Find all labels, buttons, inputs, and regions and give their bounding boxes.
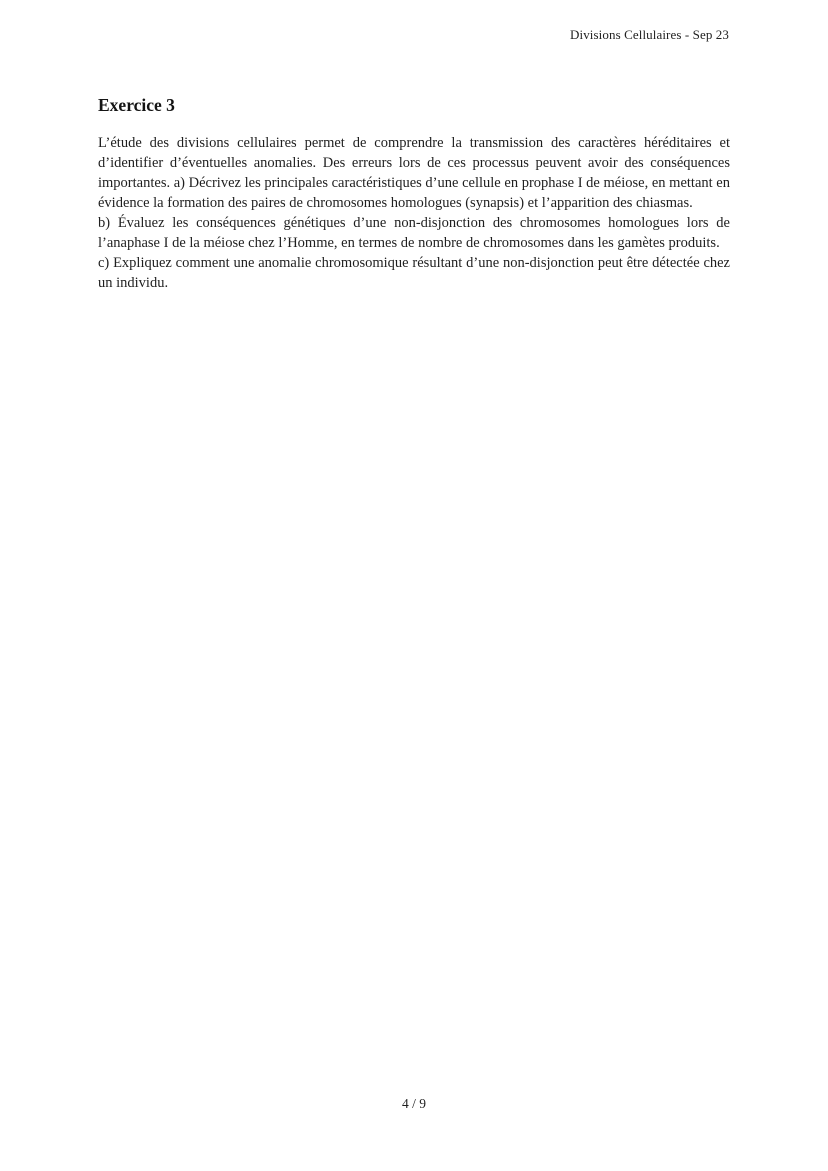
exercise-paragraph-c: c) Expliquez comment une anomalie chromosomique résultant d’une non-disjonction peut être détectée chez un individu.	[98, 255, 730, 291]
exercise-paragraph-b: b) Évaluez les conséquences génétiques d’une non-disjonction des chromosomes homologues lors de l’anaphase I de la méiose chez l’Homme, en termes de nombre de chromosomes dans les gamètes produits.	[98, 215, 730, 251]
running-header: Divisions Cellulaires - Sep 23	[570, 27, 729, 42]
exercise-title: Exercice 3	[98, 95, 175, 115]
exercise-body	[98, 133, 730, 293]
page-number: 4 / 9	[401, 1096, 426, 1111]
exercise-paragraph-intro-a: L’étude des divisions cellulaires permet de comprendre la transmission des caractères héréditaires et d’identifier d’éventuelles anomalies. Des erreurs lors de ces processus peuvent avoir des conséquences importantes. a) Décrivez les principales caractéristiques d’une cellule en prophase I de méiose, en mettant en évidence la formation des paires de chromosomes homologues (synapsis) et l’apparition des chiasmas.	[98, 135, 730, 211]
page-content	[98, 93, 730, 293]
